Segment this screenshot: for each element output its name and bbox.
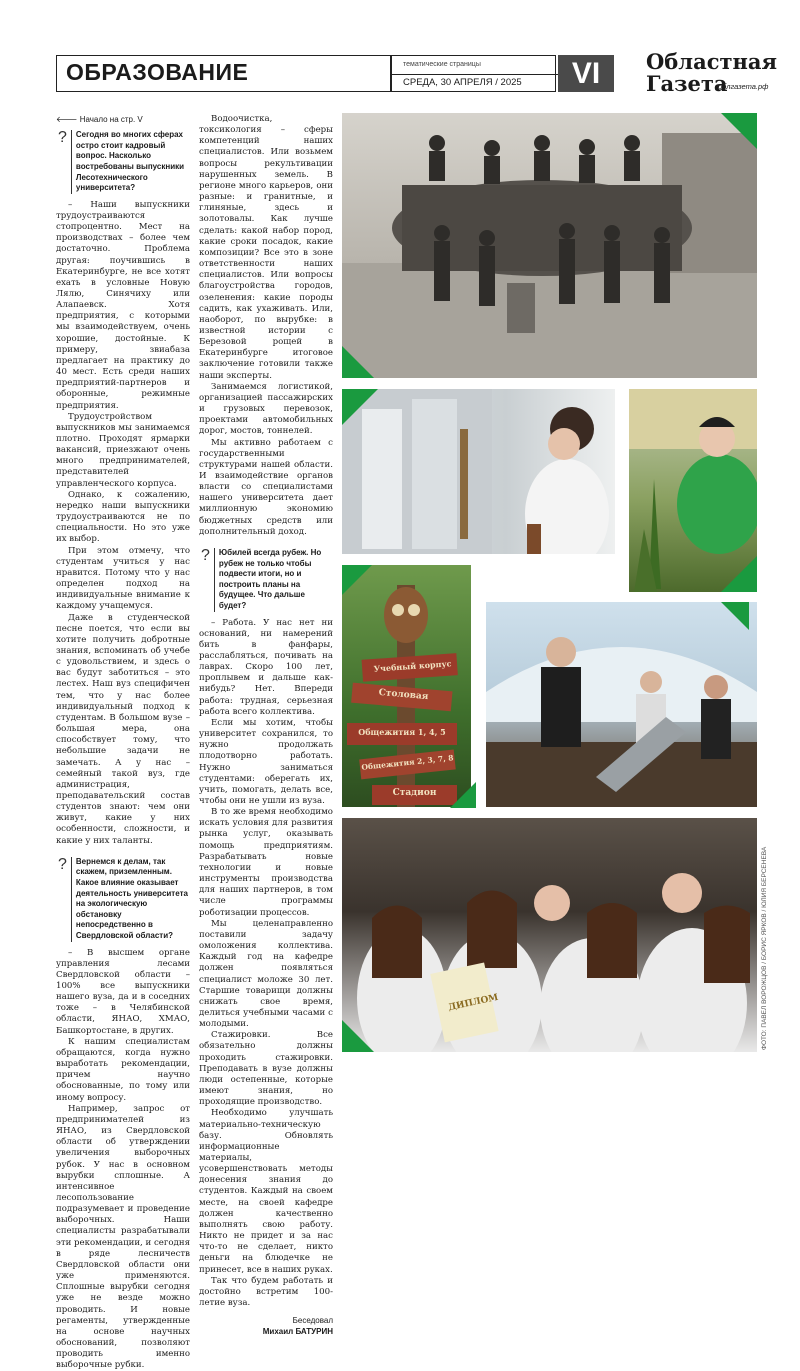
diploma-label: ДИПЛОМ [447,992,500,1014]
sign-label: Столовая [378,687,429,703]
paragraph: Водоочистка, токсикология – сферы компетенций наших специалистов. Или возьмем вопросы рекультивации нарушенных земель. В регионе много карьеров, они разные: и гранитные, и глиняные, здесь и золотовалы. Как лучше сделать: какой набор пород, какие сроки посадок, какие композиции? Все это в зоне ответственности наших специалистов. Или вопросы благоустройства городов, озеленения: какие породы садить, как ухаживать. Или, наоборот, по вырубке: в известной истории с Березовой рощей в Екатеринбурге итоговое заключение готовили также наши эксперты. [199,114,333,381]
question-3: ? Юбилей всегда рубеж. Но рубеж не только чтобы подвести итоги, но и построить планы на будущее. Что дальше будет? [199,548,333,612]
green-corner [450,782,476,808]
topic-label: тематические страницы [403,61,481,68]
historic-photo [342,113,757,378]
newspaper-site: облгазета.рф [718,82,769,91]
question-mark-icon: ? [58,855,67,873]
section-title: ОБРАЗОВАНИЕ [66,59,249,85]
paragraph: Трудоустройством выпускников мы занимаемся плотно. Проходят ярмарки вакансий, приезжают очень много предпринимателей, представителей управленческого корпуса. [56,411,190,489]
signpost-photo [342,565,471,807]
green-corner [342,346,374,378]
continuation-link[interactable]: 🡐 Начало на стр. V [56,115,143,124]
paragraph: Однако, к сожалению, нередко наши выпускники трудоустраиваются не по специальности. Но это уже их выбор. [56,489,190,545]
paragraph: – Наши выпускники трудоустраиваются стопроцентно. Мест на производствах – более чем достаточно. Проблема другая: поучившись в Екатеринбурге, не все хотят ехать в условные Новую Лялю, Синячиху или Алапаевск. Хотя предприятия, с которыми мы взаимодействуем, очень хорошие, достойные. К примеру, звиабаза предлагает на практику до 40 мест. Есть среди наших предприятий-партнеров и оборонные, режимные предприятия. [56,199,190,411]
paragraph: Необходимо улучшать материально-техническую базу. Обновлять информационные материалы, усовершенствовать методы донесения знания до студентов. Каждый на своем месте, на своей кафедре должен качественно выполнять свою работу. Никто не придет и за нас что-то не сделает, никто деньги на блюдечке не принесет, все в наших руках. [199,1108,333,1275]
green-corner [721,113,757,149]
paragraph: Например, запрос от предпринимателей из ЯНАО, из Свердловской области об утверждении увеличения выборочных рубок. У нас в основном вырубки сплошные. А интенсивное лесопользование подразумевает и проведение выборочных. Наши специалисты разрабатывали эти рекомендации, и сегодня в ряде лесничеств Свердловской области они уже применяются. Сплошные вырубки сегодня уже не везде можно проводить. И новые регаменты, утвержденные на основе научных обоснований, позволяют проводить именно выборочные рубки. [56,1103,190,1371]
green-corner [342,1020,374,1052]
issue-date: СРЕДА, 30 АПРЕЛЯ / 2025 [403,77,522,88]
byline: Беседовал Михаил БАТУРИН [262,1316,333,1337]
paragraph: Так что будем работать и достойно встретим 100-летие вуза. [199,1275,333,1309]
green-corner [721,556,757,592]
paragraph: Занимаемся логистикой, организацией пассажирских и грузовых перевозок, проектами автомобильных дорог, мостов, тоннелей. [199,381,333,437]
paragraph: Мы активно работаем с государственными структурами нашей области. И взаимодействие органов власти со специалистами нашего университета дает миллионную экономию бюджетных средств или дополнительный доход. [199,437,333,537]
green-corner [721,602,749,630]
graduates-photo [342,818,757,1052]
paragraph: – В высшем органе управления лесами Свердловской области – 100% все выпускники нашего вуза, да и в соседних тоже – в Челябинской области, ЯНАО, ХМАО, Башкортостане, в других. [56,947,190,1036]
paragraph: – Работа. У нас нет ни оснований, ни намерений бить в фанфары, расслабляться, почивать на лаврах. Скоро 100 лет, проплывем и дальше как-нибудь? Нет. Впереди работа: трудная, серьезная работа всего коллектива. [199,617,333,717]
paragraph: К нашим специалистам обращаются, когда нужно выработать рекомендации, причем научно обоснованные, по тому или иному вопросу. [56,1036,190,1103]
paragraph: Даже в студенческой песне поется, что если вы хотите получить добротные знания, вспоминать об учебе с удовольствием, и здесь о вас будут заботиться – это лестех. Наш вуз специфичен тем, что у нас более индивидуальный подход к студентам. В большом вузе – большая мера, она способствует тому, что небольшие задачи не замечать. А у нас – семейный такой вуз, где администрация, преподавательский состав студентов знают: чем они живут, какие у них особенности, сложности, и какие у них таланты. [56,612,190,846]
question-1: ? Сегодня во многих сферах остро стоит кадровый вопрос. Насколько востребованы выпускники Лесотехнического университета? [56,130,190,194]
question-2: ? Вернемся к делам, так скажем, приземленным. Какое влияние оказывает деятельность университета на экологическую обстановку непосредственно в Свердловской области? [56,857,190,942]
article-column-2 [199,114,333,1337]
sign-label: Стадион [392,788,437,798]
sign-label: Учебный корпус [373,658,452,674]
paragraph: В то же время необходимо искать условия для развития рынка услуг, оказывать помощь предприятиям. Разрабатывать новые технологии и новые инструменты производства для наших партнеров, в том числе программы роботизации процессов. [199,807,333,918]
green-corner [342,389,378,425]
paragraph: Мы целенаправленно поставили задачу омоложения коллектива. Каждый год на кафедре должен появляться специалист моложе 30 лет. Старшие товарищи должны снижать свое время, делиться учебными часами с молодыми. [199,918,333,1030]
arrow-left-icon: 🡐 [56,115,80,124]
newspaper-logo: Областная Газета [646,49,778,96]
lab-photo [342,389,615,554]
greenhouse-photo [486,602,757,807]
green-corner [342,565,372,595]
sign-label: Общежития 2, 3, 7, 8 [361,753,454,772]
question-mark-icon: ? [58,129,67,147]
article-column-1 [56,114,190,1371]
paragraph: При этом отмечу, что студентам учиться у нас нравится. Потому что у нас определен подход на индивидуальные внимание к каждому учащемуся. [56,545,190,612]
sign-label: Общежития 1, 4, 5 [358,727,446,737]
photo-credit: ФОТО: ПАВЕЛ ВОРОЖЦОВ / БОРИС ЯРКОВ / ЮЛИЯ БЕРСЕНЕВА [761,846,768,1050]
paragraph: Если мы хотим, чтобы университет сохранился, то нужно продолжать плодотворно работать. Нужно заниматься студентами: оберегать их, учить, помогать, делать все, чтобы они не ушли из вуза. [199,717,333,806]
paragraph: Стажировки. Все обязательно должны проходить стажировки. Преподавать в вузе должны люди остепенные, которые имеют знания, но проходящие производство. [199,1030,333,1108]
page-number: VI [558,55,614,92]
header-rule [390,74,558,75]
question-mark-icon: ? [201,546,210,564]
